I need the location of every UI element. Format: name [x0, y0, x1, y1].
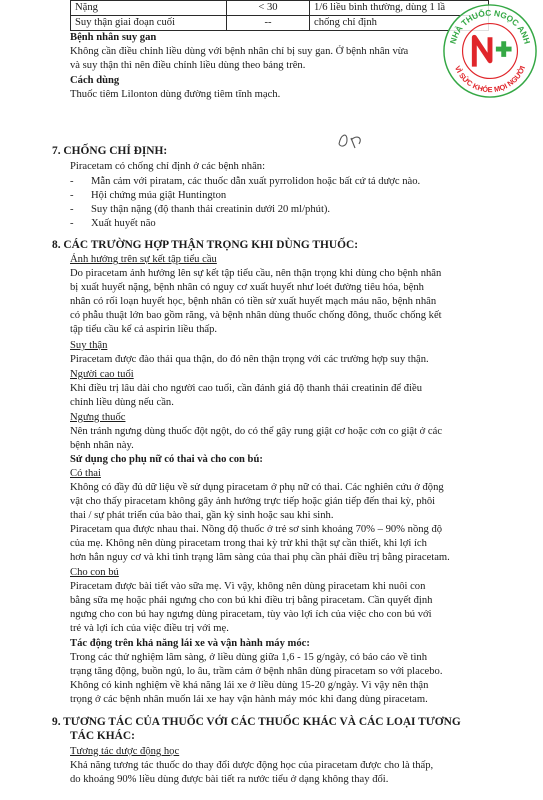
pharmacy-logo: [441, 2, 539, 100]
list-item: Mẫn cảm với piratam, các thuốc dẫn xuất pyrrolidon hoặc bất cứ tá dược nào.: [91, 176, 421, 187]
section-7-title: 7. CHỐNG CHỈ ĐỊNH:: [52, 145, 168, 157]
renal-dose-table: [70, 0, 489, 31]
paragraph-line: trẻ và lợi ích của việc điều trị với mẹ.: [70, 623, 229, 634]
subheading: Sử dụng cho phụ nữ có thai và cho con bú:: [70, 454, 263, 465]
list-bullet: -: [70, 218, 74, 229]
paragraph-line: chỉnh liều dùng nếu cần.: [70, 397, 174, 408]
paragraph-line: Do piracetam ảnh hưởng lên sự kết tập tiểu cầu, nên thận trọng khi dùng cho bệnh nhân: [70, 268, 442, 279]
paragraph-line: Không có kinh nghiệm về khả năng lái xe ở liều dùng 15-20 g/ngày. Vì vậy nên thận: [70, 680, 429, 691]
s7-intro: Piracetam có chống chỉ định ở các bệnh nhân:: [70, 161, 266, 172]
subheading: Ngưng thuốc: [70, 412, 126, 423]
table-cell: Nặng: [71, 1, 227, 16]
handwritten-mark: [335, 130, 375, 157]
subheading: Tương tác dược động học: [70, 746, 180, 757]
subheading: Tác động trên khả năng lái xe và vận hành máy móc:: [70, 638, 310, 649]
list-bullet: -: [70, 190, 74, 201]
list-bullet: -: [70, 176, 74, 187]
paragraph-line: Piracetam được bài tiết vào sữa mẹ. Vì vậy, không nên dùng piracetam khi nuôi con: [70, 581, 426, 592]
paragraph-line: Nên tránh ngưng dùng thuốc đột ngột, do có thể gây rung giật cơ hoặc cơn co giật ở các: [70, 426, 443, 437]
paragraph-line: bệnh nhân này.: [70, 440, 134, 451]
paragraph-line: tập tiểu cầu kể cả aspirin liều thấp.: [70, 324, 218, 335]
paragraph-line: vật cho thấy piracetam không gây ảnh hưởng trực tiếp hoặc gián tiếp đến thai kỳ, phôi: [70, 496, 436, 507]
table-cell: 1/6 liều bình thường, dùng 1 lầ: [310, 1, 489, 16]
paragraph-line: Khi điều trị lâu dài cho người cao tuổi, cần đánh giá độ thanh thải creatinin để điều: [70, 383, 423, 394]
liver-line: và suy thận thì nên điều chỉnh liều dùng theo bảng trên.: [70, 60, 306, 71]
section-9-title: 9. TƯƠNG TÁC CỦA THUỐC VỚI CÁC THUỐC KHÁC VÀ CÁC LOẠI TƯƠNG: [52, 716, 461, 728]
table-cell: --: [227, 16, 310, 31]
subheading: Suy thận: [70, 340, 108, 351]
usage-line: Thuốc tiêm Lilonton dùng đường tiêm tĩnh mạch.: [70, 89, 281, 100]
section-9-title-cont: TÁC KHÁC:: [70, 730, 135, 742]
list-item: Xuất huyết não: [91, 218, 156, 229]
table-row: [71, 16, 489, 31]
paragraph-line: ngưng cho con bú hay ngưng dùng piracetam, tùy vào lợi ích của việc cho con bú với: [70, 609, 432, 620]
paragraph-line: Khả năng tương tác thuốc do thay đổi dược động học của piracetam được cho là thấp,: [70, 760, 434, 771]
paragraph-line: Không có đầy đủ dữ liệu về sử dụng piracetam ở phụ nữ có thai. Các nghiên cứu ở động: [70, 482, 444, 493]
paragraph-line: bị xuất huyết nặng, bệnh nhân có nguy cơ xuất huyết như loét đường tiêu hóa, bệnh: [70, 282, 424, 293]
paragraph-line: nhân có rối loạn huyết học, bệnh nhân có tiền sử xuất huyết mạch máu não, bệnh nhân: [70, 296, 437, 307]
paragraph-line: có phẫu thuật lớn bao gồm răng, và bệnh nhân dùng thuốc chống đông, thuốc chống kết: [70, 310, 442, 321]
subheading: Ảnh hưởng trên sự kết tập tiểu cầu: [70, 254, 217, 265]
logo-bottom-text: VÌ SỨC KHỎE MỌI NGƯỜI: [452, 64, 528, 95]
section-8-title: 8. CÁC TRƯỜNG HỢP THẬN TRỌNG KHI DÙNG THUỐC:: [52, 239, 358, 251]
paragraph-line: hơn hẳn nguy cơ và khi tình trạng lâm sàng của thai phụ cần phải điều trị bằng piracetam.: [70, 552, 450, 563]
paragraph-line: thai / sự phát triển của bào thai, gần kỳ sinh hoặc sau khi sinh.: [70, 510, 334, 521]
table-cell: < 30: [227, 1, 310, 16]
usage-heading: Cách dùng: [70, 75, 120, 86]
liver-heading: Bệnh nhân suy gan: [70, 32, 157, 43]
paragraph-line: trọng ở các bệnh nhân muốn lái xe hay vận hành máy móc khi đang dùng piracetam.: [70, 694, 428, 705]
subheading: Cho con bú: [70, 567, 119, 578]
list-item: Hội chứng múa giật Huntington: [91, 190, 227, 201]
paragraph-line: bằng sữa mẹ hoặc phải ngưng cho con bú khi điều trị bằng piracetam. Cần quyết định: [70, 595, 433, 606]
logo-top-text: NHÀ THUỐC NGỌC ANH: [447, 7, 533, 45]
paragraph-line: của mẹ. Không nên dùng piracetam trong thai kỳ trừ khi thật sự cần thiết, khi lợi ích: [70, 538, 427, 549]
paragraph-line: do khoảng 90% liều dùng được bài tiết ra nước tiểu ở dạng không thay đổi.: [70, 774, 389, 785]
list-bullet: -: [70, 204, 74, 215]
liver-line: Không cần điều chỉnh liều dùng với bệnh nhân chỉ bị suy gan. Ở bệnh nhân vừa: [70, 46, 409, 57]
paragraph-line: trạng tăng động, buồn ngủ, lo âu, trầm cảm ở bệnh nhân dùng piracetam so với placebo.: [70, 666, 443, 677]
paragraph-line: Trong các thử nghiệm lâm sàng, ở liều dùng giữa 1,6 - 15 g/ngày, có báo cáo về tình: [70, 652, 427, 663]
paragraph-line: Piracetam qua được nhau thai. Nồng độ thuốc ở trẻ sơ sinh khoảng 70% – 90% nồng độ: [70, 524, 443, 535]
table-row: [71, 1, 489, 16]
table-cell: chống chỉ định: [310, 16, 489, 31]
list-item: Suy thận nặng (độ thanh thải creatinin dưới 20 ml/phút).: [91, 204, 331, 215]
paragraph-line: Piracetam được đào thải qua thận, do đó nên thận trọng với các trường hợp suy thận.: [70, 354, 429, 365]
subheading: Có thai: [70, 468, 101, 479]
subheading: Người cao tuổi: [70, 369, 134, 380]
table-cell: Suy thận giai đoạn cuối: [71, 16, 227, 31]
